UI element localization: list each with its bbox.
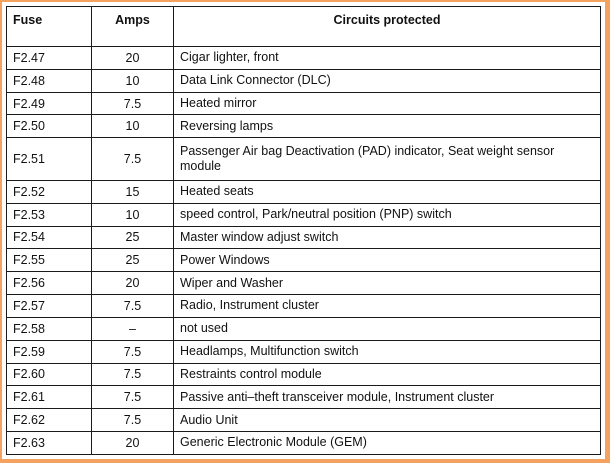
cell-amps: 7.5 bbox=[92, 295, 174, 318]
cell-amps: 7.5 bbox=[92, 409, 174, 432]
fuse-table bbox=[6, 6, 601, 455]
cell-fuse: F2.57 bbox=[7, 295, 92, 318]
header-circuits: Circuits protected bbox=[174, 7, 601, 47]
table-row bbox=[7, 249, 601, 272]
table-row bbox=[7, 409, 601, 432]
cell-amps: 25 bbox=[92, 249, 174, 272]
cell-circuits: Power Windows bbox=[174, 249, 601, 272]
table-row bbox=[7, 363, 601, 386]
table-row bbox=[7, 317, 601, 340]
cell-circuits: Passenger Air bag Deactivation (PAD) indicator, Seat weight sensor module bbox=[174, 138, 601, 181]
cell-circuits: speed control, Park/neutral position (PNP) switch bbox=[174, 203, 601, 226]
cell-amps: 20 bbox=[92, 272, 174, 295]
cell-fuse: F2.60 bbox=[7, 363, 92, 386]
table-row bbox=[7, 115, 601, 138]
cell-amps: 15 bbox=[92, 180, 174, 203]
header-amps: Amps bbox=[92, 7, 174, 47]
table-row bbox=[7, 138, 601, 181]
table-row bbox=[7, 203, 601, 226]
cell-amps: 7.5 bbox=[92, 138, 174, 181]
table-row bbox=[7, 47, 601, 70]
table-row bbox=[7, 340, 601, 363]
cell-fuse: F2.56 bbox=[7, 272, 92, 295]
table-row bbox=[7, 295, 601, 318]
table-row bbox=[7, 69, 601, 92]
cell-circuits: Heated mirror bbox=[174, 92, 601, 115]
cell-amps: – bbox=[92, 317, 174, 340]
cell-fuse: F2.50 bbox=[7, 115, 92, 138]
cell-fuse: F2.47 bbox=[7, 47, 92, 70]
cell-circuits: not used bbox=[174, 317, 601, 340]
cell-circuits: Data Link Connector (DLC) bbox=[174, 69, 601, 92]
cell-fuse: F2.53 bbox=[7, 203, 92, 226]
cell-circuits: Passive anti–theft transceiver module, Instrument cluster bbox=[174, 386, 601, 409]
cell-amps: 20 bbox=[92, 431, 174, 454]
cell-fuse: F2.51 bbox=[7, 138, 92, 181]
cell-circuits: Heated seats bbox=[174, 180, 601, 203]
cell-circuits: Master window adjust switch bbox=[174, 226, 601, 249]
cell-circuits: Wiper and Washer bbox=[174, 272, 601, 295]
cell-fuse: F2.59 bbox=[7, 340, 92, 363]
cell-circuits: Generic Electronic Module (GEM) bbox=[174, 431, 601, 454]
cell-circuits: Reversing lamps bbox=[174, 115, 601, 138]
cell-amps: 7.5 bbox=[92, 386, 174, 409]
cell-fuse: F2.48 bbox=[7, 69, 92, 92]
cell-fuse: F2.54 bbox=[7, 226, 92, 249]
page-frame bbox=[2, 2, 605, 459]
cell-fuse: F2.49 bbox=[7, 92, 92, 115]
table-row bbox=[7, 386, 601, 409]
header-row bbox=[7, 7, 601, 47]
table-row bbox=[7, 92, 601, 115]
cell-fuse: F2.62 bbox=[7, 409, 92, 432]
table-body bbox=[7, 47, 601, 455]
table-row bbox=[7, 272, 601, 295]
cell-circuits: Restraints control module bbox=[174, 363, 601, 386]
cell-amps: 10 bbox=[92, 69, 174, 92]
cell-circuits: Cigar lighter, front bbox=[174, 47, 601, 70]
cell-amps: 7.5 bbox=[92, 340, 174, 363]
cell-amps: 25 bbox=[92, 226, 174, 249]
cell-circuits: Headlamps, Multifunction switch bbox=[174, 340, 601, 363]
cell-fuse: F2.52 bbox=[7, 180, 92, 203]
table-row bbox=[7, 431, 601, 454]
cell-circuits: Audio Unit bbox=[174, 409, 601, 432]
table-header bbox=[7, 7, 601, 47]
cell-circuits: Radio, Instrument cluster bbox=[174, 295, 601, 318]
cell-fuse: F2.55 bbox=[7, 249, 92, 272]
cell-amps: 7.5 bbox=[92, 363, 174, 386]
cell-amps: 10 bbox=[92, 203, 174, 226]
table-row bbox=[7, 180, 601, 203]
cell-amps: 7.5 bbox=[92, 92, 174, 115]
cell-amps: 10 bbox=[92, 115, 174, 138]
cell-fuse: F2.61 bbox=[7, 386, 92, 409]
table-row bbox=[7, 226, 601, 249]
header-fuse: Fuse bbox=[7, 7, 92, 47]
cell-amps: 20 bbox=[92, 47, 174, 70]
cell-fuse: F2.63 bbox=[7, 431, 92, 454]
cell-fuse: F2.58 bbox=[7, 317, 92, 340]
